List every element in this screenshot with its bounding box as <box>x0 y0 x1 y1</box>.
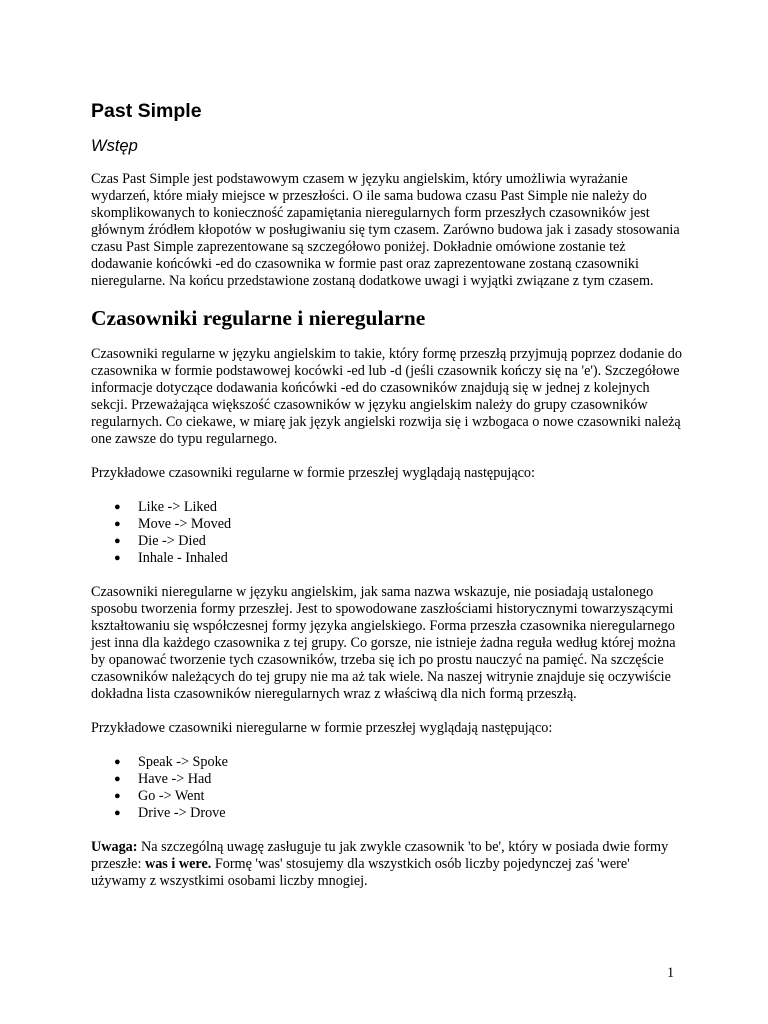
irregular-examples-intro: Przykładowe czasowniki nieregularne w formie przeszłej wyglądają następująco: <box>91 720 553 736</box>
list-item-text: Move -> Moved <box>138 516 232 532</box>
intro-paragraph: Czas Past Simple jest podstawowym czasem w języku angielskim, który umożliwia wyrażanie wydarzeń, które miały miejsce w przeszłości. O ile sama budowa czasu Past Simple nie należy do skomplikowanych to konieczność zapamiętania nieregularnych form przeszłych czasowników jest głównym źródłem kłopotów w posługiwaniu się tym czasem. Zarówno budowa jak i zasady stosowania czasu Past Simple zaprezentowane są szczegółowo poniżej. Dokładnie omówione zostanie też dodawanie końcówki -ed do czasownika w formie past oraz zaprezentowane zostaną czasowniki nieregularne. Na końcu przedstawione zostaną dodatkowe uwagi i wyjątki związane z tym czasem. <box>91 171 680 289</box>
list-item-text: Inhale - Inhaled <box>138 550 228 566</box>
list-item-text: Drive -> Drove <box>138 805 226 821</box>
note-bold-forms: was i were. <box>144 856 212 872</box>
note-text-after: Formę 'was' stosujemy dla wszystkich osób liczby pojedynczej zaś 'were' używamy z wszystkimi osobami liczby mnogiej. <box>91 856 630 889</box>
list-item-text: Have -> Had <box>138 771 212 787</box>
regular-examples-intro: Przykładowe czasowniki regularne w formie przeszłej wyglądają następująco: <box>91 465 535 481</box>
note-paragraph <box>91 839 685 890</box>
bullet-icon: ● <box>114 807 121 819</box>
bullet-icon: ● <box>114 501 121 513</box>
list-item <box>114 754 685 771</box>
list-item-text: Speak -> Spoke <box>138 754 228 770</box>
list-item <box>114 771 685 788</box>
bullet-icon: ● <box>114 518 121 530</box>
document-title: Past Simple <box>91 100 202 122</box>
document-content <box>91 98 685 890</box>
intro-heading: Wstęp <box>91 137 138 155</box>
list-item <box>114 533 685 550</box>
section-heading: Czasowniki regularne i nieregularne <box>91 306 426 330</box>
irregular-examples-list <box>91 754 685 822</box>
list-item-text: Go -> Went <box>138 788 205 804</box>
bullet-icon: ● <box>114 790 121 802</box>
regular-verbs-paragraph: Czasowniki regularne w języku angielskim to takie, który formę przeszłą przyjmują poprzez dodanie do czasownika w formie podstawowej kocówki -ed lub -d (jeśli czasownik kończy się na 'e'). Szczegółowe informacje dotyczące dodawania końcówki -ed do czasowników znajdują się w jednej z kolejnych sekcji. Przeważająca większość czasowników w języku angielskim należy do grupy czasowników regularnych. Co ciekawe, w miarę jak język angielski rozwija się i wzbogaca o nowe czasowniki należą one zawsze do typu regularnego. <box>91 346 682 447</box>
list-item <box>114 499 685 516</box>
list-item-text: Like -> Liked <box>138 499 217 515</box>
list-item-text: Die -> Died <box>138 533 206 549</box>
irregular-verbs-paragraph: Czasowniki nieregularne w języku angielskim, jak sama nazwa wskazuje, nie posiadają ustalonego sposobu tworzenia formy przeszłej. Jest to spowodowane zaszłościami historycznymi towarzyszącymi kształtowaniu się współczesnej formy języka angielskiego. Forma przeszła czasownika nieregularnego jest inna dla każdego czasownika z tej grupy. Co gorsze, nie istnieje żadna reguła według której można by opanować tworzenie tych czasowników, trzeba się ich po prostu nauczyć na pamięć. Na szczęście czasowników należących do tej grupy nie ma aż tak wiele. Na naszej witrynie znajduje się oczywiście dokładna lista czasowników nieregularnych wraz z właściwą dla nich formą przeszłą. <box>91 584 676 702</box>
list-item <box>114 788 685 805</box>
bullet-icon: ● <box>114 773 121 785</box>
list-item <box>114 805 685 822</box>
list-item <box>114 550 685 567</box>
note-text-before: Na szczególną uwagę zasługuje tu jak zwykle czasownik 'to be', który w posiada dwie formy przeszłe: <box>91 839 669 872</box>
bullet-icon: ● <box>114 535 121 547</box>
bullet-icon: ● <box>114 756 121 768</box>
page-number: 1 <box>667 965 675 981</box>
note-label: Uwaga: <box>91 839 138 855</box>
list-item <box>114 516 685 533</box>
regular-examples-list <box>91 499 685 567</box>
bullet-icon: ● <box>114 552 121 564</box>
